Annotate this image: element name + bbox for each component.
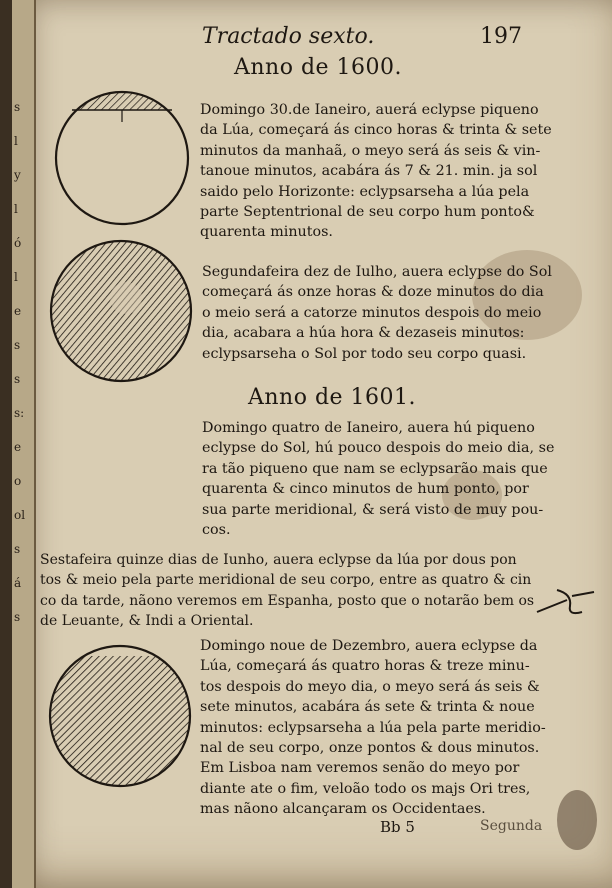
margin-letter: y [14, 168, 21, 182]
year-heading-1600: Anno de 1600. [234, 55, 403, 80]
eclipse-text-dec-1601: Domingo noue de Dezembro, auera eclypse da Lúa, começará ás quatro horas & treze minu- tos despois do meyo dia, o meyo será ás seis & sete minutos, acabára ás sete & trinta & noue minutos: eclypsarseha a lúa pela parte meridio- nal de seu corpo, onze pontos & dous minutos. Em Lisboa nam veremos senão do meyo por diante ate o fim, veloão todo os majs Ori tres, mas nãono alcançaram os Occidentaes. [200, 638, 546, 818]
margin-letters [14, 100, 28, 624]
margin-letter: l [14, 270, 18, 284]
margin-letter: s [14, 542, 21, 556]
margin-letter: s [14, 338, 21, 352]
margin-letter: o [14, 474, 22, 488]
margin-letter: e [14, 304, 22, 318]
margin-letter: s: [14, 406, 25, 420]
eclipse-text-jun-1601: Sestafeira quinze dias de Iunho, auera eclypse da lúa por dous pon tos & meio pela parte meridional de seu corpo, entre as quatro & cin co da tarde, nãono veremos em Espanha, posto que o notarão bem os de Leuante, & Indi a Oriental. [40, 552, 535, 630]
eclipse-diagram-1 [52, 88, 192, 228]
running-header [202, 24, 522, 54]
margin-letter: s [14, 372, 21, 386]
margin-ink-mark [532, 582, 602, 622]
page-number: 197 [480, 24, 522, 49]
eclipse-diagram-2 [46, 236, 196, 386]
book-page [12, 0, 612, 888]
margin-letter: ó [14, 236, 22, 250]
margin-letter: e [14, 440, 22, 454]
margin-letter: l [14, 202, 18, 216]
year-heading-1601: Anno de 1601. [248, 385, 417, 410]
paper-stain [557, 790, 597, 850]
margin-letter: l [14, 134, 18, 148]
crescent-moon-icon [110, 126, 124, 154]
signature-mark: Bb 5 [380, 818, 415, 836]
margin-letter: á [14, 576, 22, 590]
eclipse-text-jul-1600: Segundafeira dez de Iulho, auera eclypse do Sol começará ás onze horas & doze minutos do dia o meio será a catorze minutos despois do meio dia, acabara a húa hora & dezaseis minutos: eclypsarseha o Sol por todo seu corpo quasi. [202, 264, 552, 362]
left-page-edge [12, 0, 36, 888]
eclipse-diagram-3 [44, 640, 196, 792]
margin-letter: s [14, 100, 21, 114]
eclipse-text-jan-1601: Domingo quatro de Ianeiro, auera hú piqueno eclypse do Sol, hú pouco despois do meio dia, se ra tão piqueno que nam se eclypsarão mais que quarenta & cinco minutos de hum ponto, por sua parte meridional, & será visto de muy pou- cos. [202, 420, 555, 539]
eclipse-text-jan-1600: Domingo 30.de Ianeiro, auerá eclypse piqueno da Lúa, começará ás cinco horas & trinta & sete minutos da manhaã, o meyo será ás seis & vin- tanoue minutos, acabára ás 7 & 21. min. ja sol saido pelo Horizonte: eclypsarseha a lúa pela parte Septentrional de seu corpo hum ponto& quarenta minutos. [200, 102, 552, 241]
catchword: Segunda [480, 818, 543, 834]
running-title: Tractado sexto. [202, 24, 375, 49]
margin-letter: s [14, 610, 21, 624]
margin-letter: ol [14, 508, 26, 522]
